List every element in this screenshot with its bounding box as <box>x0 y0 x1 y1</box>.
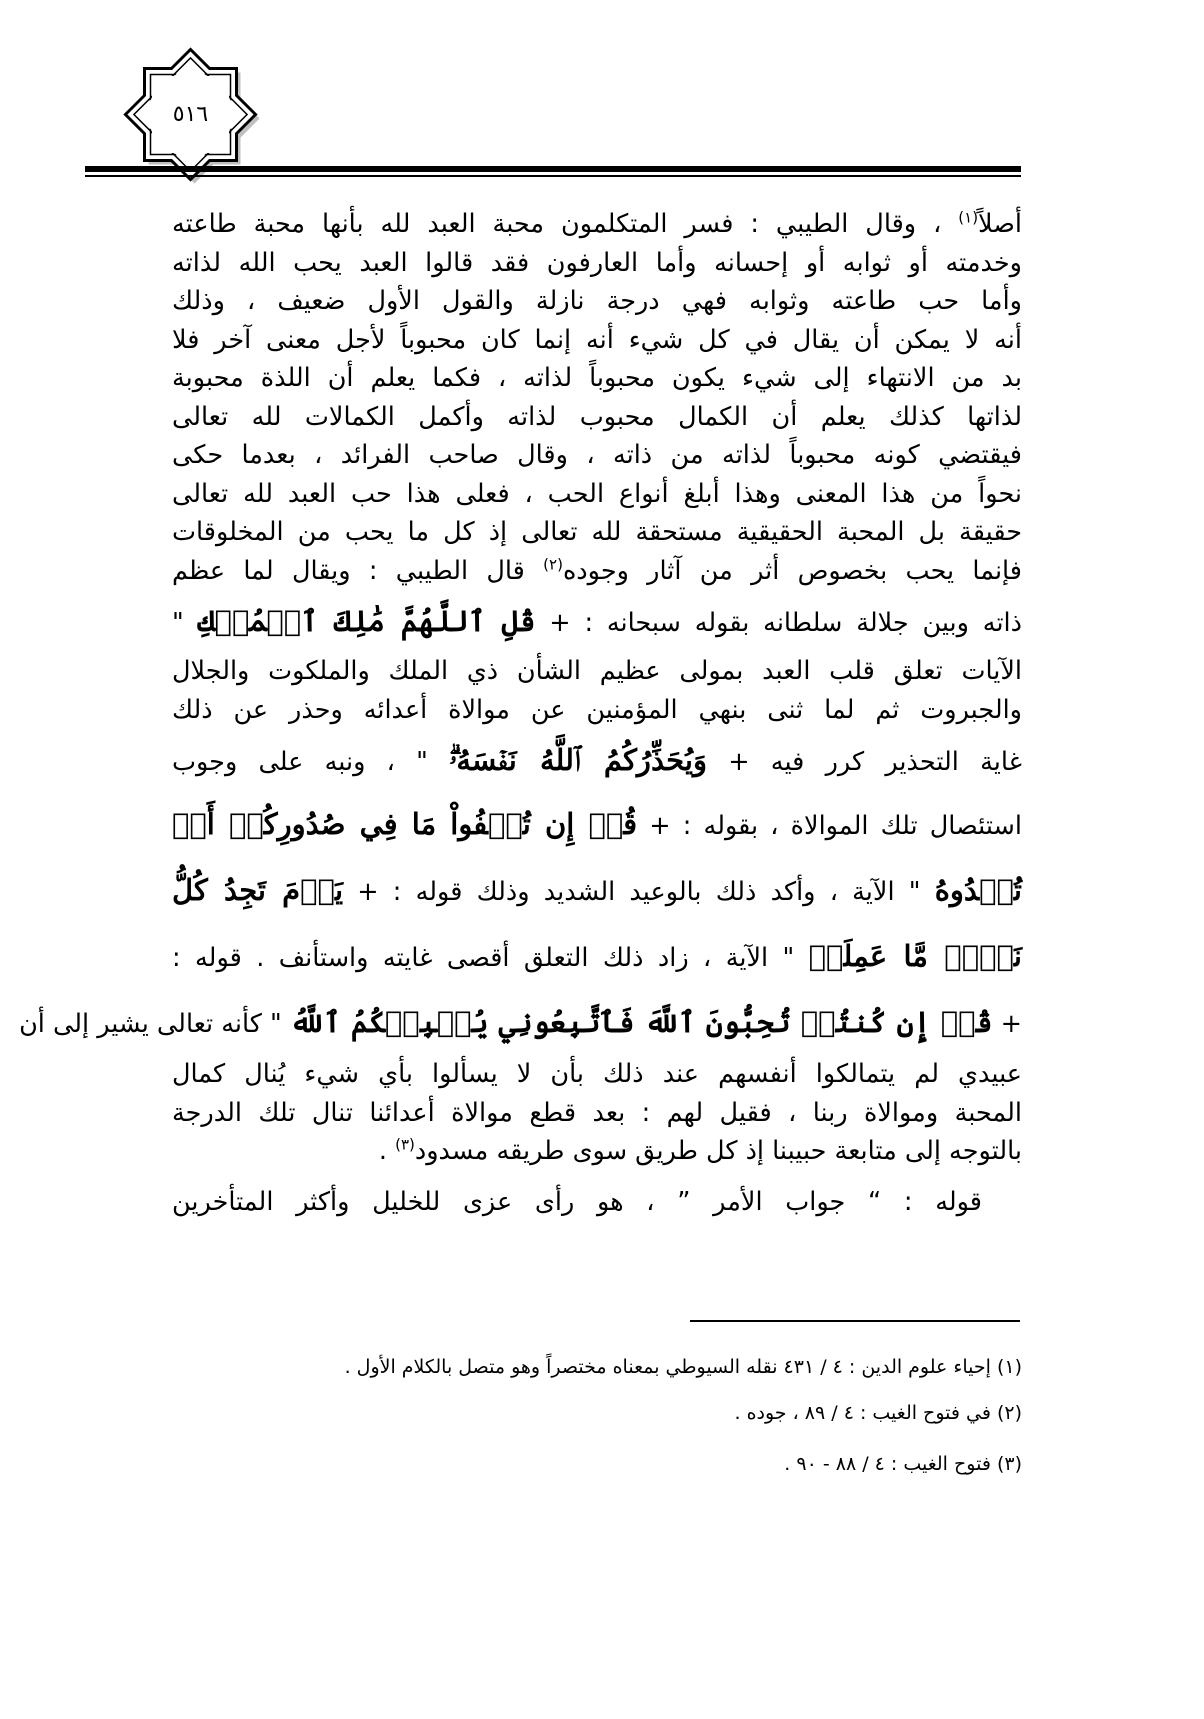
body-line: والجبروت ثم لما ثنى بنهي المؤمنين عن موالاة أعدائه وحذر عن ذلك <box>172 694 1022 725</box>
quran-quote: قُلۡ إِن كُنتُمۡ تُحِبُّونَ ٱللَّهَ فَٱتَّبِعُونِي يُحۡبِبۡكُمُ ٱللَّهُ <box>289 1005 993 1039</box>
footnote-separator <box>690 1320 1020 1322</box>
body-line: حقيقة بل المحبة الحقيقية مستحقة لله تعالى إذ كل ما يحب من المخلوقات <box>172 517 1022 547</box>
body-line: المحبة وموالاة ربنا ، فقيل لهم : بعد قطع موالاة أعدائنا تنال تلك الدرجة <box>172 1097 1022 1128</box>
quran-quote: قُلِ ٱللَّهُمَّ مَٰلِكَ ٱلۡمُلۡكِ <box>197 604 536 638</box>
footnotes <box>172 1335 1022 1497</box>
body-line: بالتوجه إلى متابعة حبيبنا إذ كل طريق سوى طريقه مسدود$^{(٣)}$ . <box>378 1135 1022 1166</box>
body-line: تُبۡدُوهُ " الآية ، وأكد ذلك بالوعيد الشديد وذلك قوله : + يَوۡمَ تَجِدُ كُلُّ <box>172 873 1022 907</box>
body-line: الآيات تعلق قلب العبد بمولى عظيم الشأن ذي الملك والملكوت والجلال <box>172 656 1022 686</box>
body-line: وأما حب طاعته وثوابه فهي درجة نازلة والقول الأول ضعيف ، وذلك <box>172 286 1022 316</box>
header-rule-thick <box>85 166 1021 172</box>
body-line: أنه لا يمكن أن يقال في كل شيء أنه إنما كان محبوباً لأجل معنى آخر فلا <box>172 324 1022 355</box>
body-line: غاية التحذير كرر فيه + وَيُحَذِّرُكُمُ ٱللَّهُ نَفۡسَهُۥۗ " ، ونبه على وجوب <box>172 743 1022 777</box>
footnote: (٢) في فتوح الغيب : ٤ / ٨٩ ، جوده . <box>734 1402 1022 1424</box>
footnote: (١) إحياء علوم الدين : ٤ / ٤٣١ نقله السيوطي بمعناه مختصراً وهو متصل بالكلام الأول . <box>344 1356 1022 1378</box>
body-line: نَفۡسٖ مَّا عَمِلَتۡ " الآية ، زاد ذلك التعلق أقصى غايته واستأنف . قوله : <box>172 939 1022 973</box>
body-line: ذاته وبين جلالة سلطانه بقوله سبحانه : + قُلِ ٱللَّهُمَّ مَٰلِكَ ٱلۡمُلۡكِ " <box>172 604 1022 638</box>
body-line: بد من الانتهاء إلى شيء يكون محبوباً لذاته ، فكما يعلم أن اللذة محبوبة <box>172 363 1022 393</box>
footnote: (٣) فتوح الغيب : ٤ / ٨٨ - ٩٠ . <box>784 1453 1022 1475</box>
body-line: + قُلۡ إِن كُنتُمۡ تُحِبُّونَ ٱللَّهَ فَٱتَّبِعُونِي يُحۡبِبۡكُمُ ٱللَّهُ " كأنه تعالى يشير إلى أن <box>19 1005 1022 1039</box>
body-line: استئصال تلك الموالاة ، بقوله : + قُلۡ إِن تُخۡفُواْ مَا فِي صُدُورِكُمۡ أَوۡ <box>172 807 1023 841</box>
footnote-ref: (٣) <box>395 1135 415 1154</box>
quran-quote: يَوۡمَ تَجِدُ كُلُّ <box>172 873 344 907</box>
page-number: ٥١٦ <box>172 102 209 127</box>
footnote-ref: (٢) <box>543 555 563 573</box>
body-line: عبيدي لم يتمالكوا أنفسهم عند ذلك بأن لا يسألوا بأي شيء يُنال كمال <box>172 1059 1022 1089</box>
body-line: لذاتها كذلك يعلم أن الكمال محبوب لذاته وأكمل الكمالات لله تعالى <box>172 401 1022 432</box>
body-line: نحواً من هذا المعنى وهذا أبلغ أنواع الحب ، فعلى هذا حب العبد لله تعالى <box>172 478 1022 509</box>
body-line: فيقتضي كونه محبوباً لذاته من ذاته ، وقال صاحب الفرائد ، بعدما حكى <box>172 440 1022 470</box>
header-rule-thin <box>85 175 1021 177</box>
main-body-text <box>19 205 1023 1233</box>
body-line: قوله : “ جواب الأمر ” ، هو رأى عزى للخليل وأكثر المتأخرين <box>172 1186 982 1217</box>
quran-quote: تُبۡدُوهُ <box>934 873 1022 907</box>
quran-quote: نَفۡسٖ مَّا عَمِلَتۡ <box>808 939 1022 973</box>
footnote-ref: (١) <box>958 208 979 227</box>
body-line: وخدمته أو ثوابه أو إحسانه وأما العارفون فقد قالوا العبد يحب الله لذاته <box>172 247 1022 278</box>
body-line: فإنما يحب بخصوص أثر من آثار وجوده$^{(٢)}$ قال الطيبي : ويقال لما عظم <box>172 555 1022 586</box>
quran-quote: قُلۡ إِن تُخۡفُواْ مَا فِي صُدُورِكُمۡ أَوۡ <box>172 807 638 841</box>
body-line: أصلاً$^{(١)}$ ، وقال الطيبي : فسر المتكلمون محبة العبد لله بأنها محبة طاعته <box>172 208 1022 239</box>
quran-quote: وَيُحَذِّرُكُمُ ٱللَّهُ نَفۡسَهُۥۗ <box>449 743 707 777</box>
